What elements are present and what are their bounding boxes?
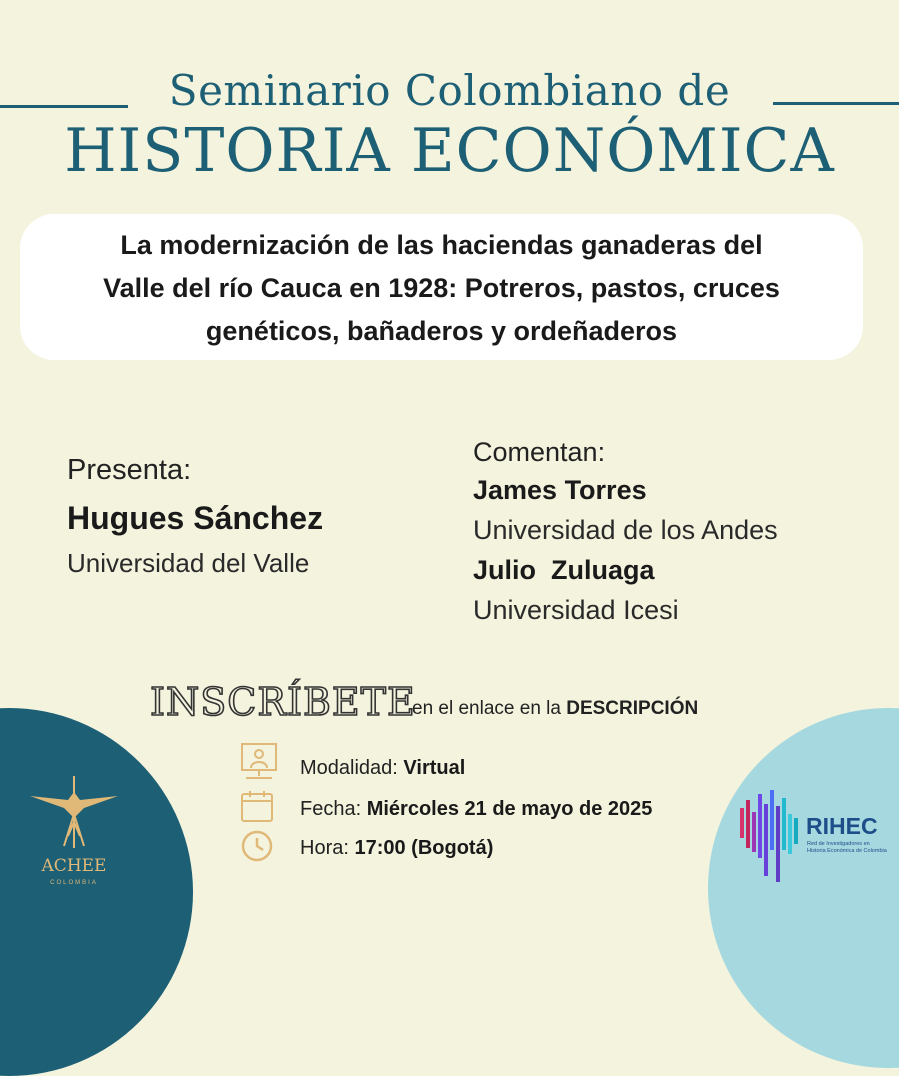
presenter-name: Hugues Sánchez — [67, 500, 324, 536]
modalidad-label: Modalidad: — [300, 757, 404, 779]
achee-logo-text: ACHEE — [41, 856, 107, 876]
commentators-label: Comentan: — [473, 437, 606, 467]
commentator-name-2: Julio Zuluaga — [473, 555, 655, 585]
rihec-sub-line1: Red de Investigadores en — [807, 841, 870, 847]
seminar-title-line1: Seminario Colombiano de — [168, 66, 731, 115]
rihec-bars-logo — [738, 788, 804, 884]
register-text: en el enlace en la — [412, 698, 567, 719]
modalidad-value: Virtual — [403, 757, 466, 779]
commentator-name-1: James Torres — [473, 475, 647, 505]
left-corner-circle — [0, 708, 193, 1076]
hora-row — [300, 837, 493, 860]
topic-title — [20, 224, 863, 353]
register-instruction — [412, 698, 698, 720]
hora-label: Hora: — [300, 837, 355, 859]
computer-icon — [240, 742, 278, 782]
achee-bird-logo — [28, 774, 120, 850]
presenter-institution: Universidad del Valle — [67, 548, 310, 578]
topic-line1: La modernización de las haciendas ganaderas del — [120, 230, 763, 260]
modalidad-row — [300, 757, 465, 780]
topic-line3: genéticos, bañaderos y ordeñaderos — [205, 316, 678, 346]
calendar-icon — [240, 789, 274, 823]
commentator-institution-1: Universidad de los Andes — [473, 515, 778, 545]
achee-logo-subtext: COLOMBIA — [50, 880, 98, 886]
fecha-row — [300, 798, 652, 821]
register-headline: INSCRÍBETE — [150, 680, 416, 724]
hora-value: 17:00 (Bogotá) — [354, 837, 494, 859]
fecha-value: Miércoles 21 de mayo de 2025 — [366, 798, 653, 820]
fecha-label: Fecha: — [300, 798, 367, 820]
topic-line2: Valle del río Cauca en 1928: Potreros, pastos, cruces — [103, 273, 780, 303]
presenter-label: Presenta: — [67, 454, 192, 486]
rihec-sub-line2: Historia Económica de Colombia — [807, 848, 887, 854]
register-description-word: DESCRIPCIÓN — [566, 698, 699, 719]
commentator-institution-2: Universidad Icesi — [473, 595, 679, 625]
rihec-logo-text: RIHEC — [806, 813, 878, 839]
seminar-title-line2: HISTORIA ECONÓMICA — [64, 116, 835, 186]
clock-icon — [240, 829, 274, 863]
rihec-logo-subtext — [807, 841, 887, 855]
right-corner-circle — [708, 708, 899, 1068]
